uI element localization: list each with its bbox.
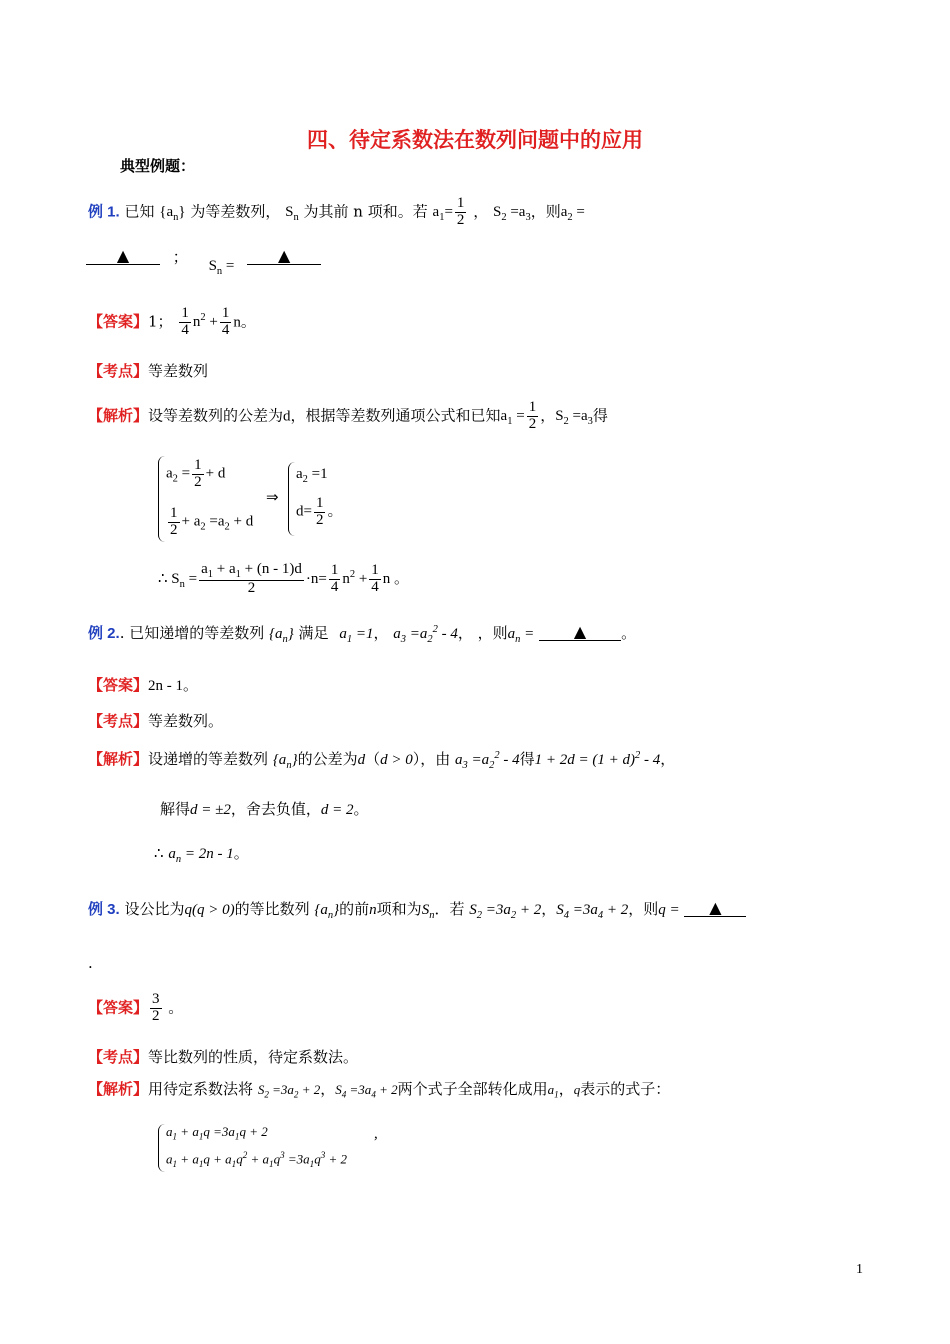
example-1-point: 【考点】等差数列 xyxy=(88,362,209,380)
example-3-question: 例 3. 设公比为q(q > 0)的等比数列 $\{a_n\}$的前n项和为$S_n$．若 $S_2 =3a_2 + 2$，$S_4 =3a_4 + 2$，则q = ▲ xyxy=(88,898,746,921)
left-brace xyxy=(288,462,295,536)
example-2-point: 【考点】等差数列。 xyxy=(88,712,224,730)
example-label: 例 3. xyxy=(88,901,120,918)
answer-blank[interactable] xyxy=(539,621,621,641)
triangle-icon: ▲ xyxy=(573,621,587,641)
example-3-point: 【考点】等比数列的性质，待定系数法。 xyxy=(88,1048,359,1066)
triangle-icon: ▲ xyxy=(709,897,722,917)
example-label: 例 1. xyxy=(88,203,120,221)
triangle-icon: ▲ xyxy=(278,245,291,265)
example-2-answer: 【答案】2n - 1。 xyxy=(88,676,199,694)
example-1-answer: 【答案】1； $\frac{1}{4}$ $n^2$ + $\frac{1}{4}$ n。 xyxy=(88,305,256,338)
example-3-answer: 【答案】 $\frac{3}{2}$ 。 xyxy=(88,991,184,1024)
example-1-blanks: ▲ ； $S_n$ = ▲ xyxy=(86,246,321,269)
answer-blank[interactable] xyxy=(684,897,746,917)
example-2-conclusion: ∴ $a_n = 2n - 1$。 xyxy=(154,844,249,865)
example-3-analysis: 【解析】用待定系数法将 $S_2 =3a_2 + 2$，$S_4 =3a_4 + 2$两个式子全部转化成用$a_1$，q表示的式子： xyxy=(88,1080,671,1100)
example-1-question: 例 1. 已知 $\{a_n\}$ 为等差数列， $S_n$ 为其前 n 项和。若 $a_1=$ $\frac{1}{2}$ ， $S_2 =a_3$，则$a_2$ = xyxy=(88,195,585,228)
left-brace xyxy=(158,456,165,542)
left-brace xyxy=(158,1124,165,1172)
example-2-analysis-line2: 解得d = ±2，舍去负值，d = 2。 xyxy=(160,800,369,818)
answer-blank[interactable] xyxy=(86,245,160,265)
answer-blank[interactable] xyxy=(247,245,321,265)
page-title: 四、待定系数法在数列问题中的应用 xyxy=(307,127,643,152)
continuation-dot: . xyxy=(88,954,93,972)
example-2-analysis: 【解析】设递增的等差数列 $\{a_n\}$的公差为d（d > 0），由 $a_3 =a_2^2 - 4$得$1 + 2d = (1 + d)^2 - 4$， xyxy=(88,750,676,771)
triangle-icon: ▲ xyxy=(116,245,130,265)
example-label: 例 2. xyxy=(88,625,120,642)
example-2-question: 例 2.. 已知递增的等差数列 $\{a_n\}$ 满足 $a_1 =1$， $a_3 =a_2^2 - 4$， ，则$a_n$ = ▲ 。 xyxy=(88,621,637,645)
page-number: 1 xyxy=(856,1262,863,1277)
implies-arrow: ⇒ xyxy=(266,490,279,506)
section-subtitle: 典型例题： xyxy=(120,157,196,175)
example-1-analysis: 【解析】设等差数列的公差为d，根据等差数列通项公式和已知$a_1$ = $\frac{1}{2}$ ，$S_2 =a_3$得 xyxy=(88,399,608,432)
